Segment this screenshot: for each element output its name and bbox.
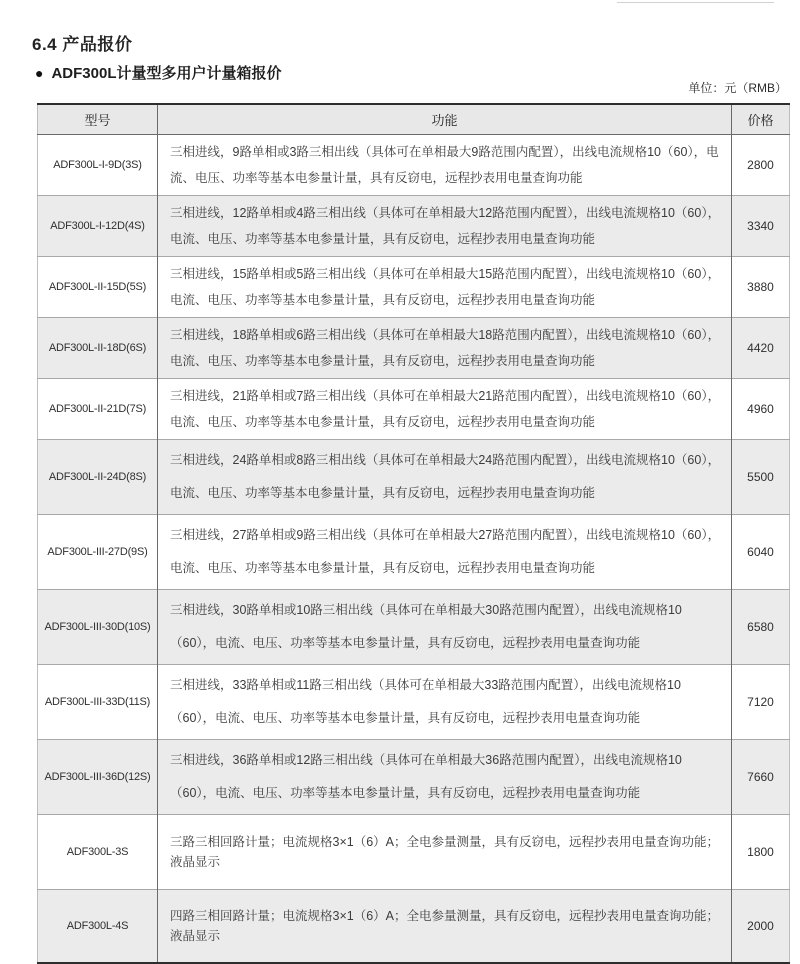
cell-price: 3340: [732, 195, 790, 256]
table-row: [38, 889, 790, 963]
bullet-icon: ●: [35, 64, 44, 81]
cell-model: ADF300L-4S: [38, 889, 158, 963]
table-row: [38, 256, 790, 317]
cell-model: ADF300L-III-27D(9S): [38, 514, 158, 589]
cell-price: 7660: [732, 739, 790, 814]
table-row: [38, 814, 790, 889]
cell-function: 三相进线，27路单相或9路三相出线（具体可在单相最大27路范围内配置），出线电流规格10（60），电流、电压、功率等基本电参量计量，具有反窃电，远程抄表用电量查询功能: [158, 514, 732, 589]
table-heading: ADF300L计量型多用户计量箱报价: [51, 65, 282, 82]
cell-function: 三相进线，33路单相或11路三相出线（具体可在单相最大33路范围内配置），出线电流规格10（60），电流、电压、功率等基本电参量计量，具有反窃电，远程抄表用电量查询功能: [158, 664, 732, 739]
cell-model: ADF300L-III-30D(10S): [38, 589, 158, 664]
cell-function: 三相进线，12路单相或4路三相出线（具体可在单相最大12路范围内配置），出线电流规格10（60），电流、电压、功率等基本电参量计量，具有反窃电，远程抄表用电量查询功能: [158, 195, 732, 256]
cell-function: 三相进线，24路单相或8路三相出线（具体可在单相最大24路范围内配置），出线电流规格10（60），电流、电压、功率等基本电参量计量，具有反窃电，远程抄表用电量查询功能: [158, 439, 732, 514]
table-row: [38, 378, 790, 439]
cell-price: 2800: [747, 157, 774, 172]
cell-price: 4960: [732, 378, 790, 439]
table-row: [38, 439, 790, 514]
cell-price: 5500: [732, 439, 790, 514]
table-row: [38, 134, 790, 195]
column-header-function: 功能: [158, 104, 732, 134]
column-header-model: 型号: [38, 104, 158, 134]
table-row: [38, 589, 790, 664]
cell-model: ADF300L-III-36D(12S): [38, 739, 158, 814]
section-title: 6.4 产品报价: [32, 35, 133, 54]
cell-function: 四路三相回路计量；电流规格3×1（6）A；全电参量测量，具有反窃电，远程抄表用电量查询功能；液晶显示: [158, 889, 732, 963]
table-row: [38, 514, 790, 589]
cell-function: 三相进线，9路单相或3路三相出线（具体可在单相最大9路范围内配置），出线电流规格10（60），电流、电压、功率等基本电参量计量，具有反窃电，远程抄表用电量查询功能: [158, 134, 732, 195]
cell-model: ADF300L-II-15D(5S): [38, 256, 158, 317]
table-row: [38, 664, 790, 739]
cell-model: ADF300L-II-18D(6S): [38, 317, 158, 378]
cell-model: ADF300L-3S: [38, 814, 158, 889]
cell-function: 三相进线，36路单相或12路三相出线（具体可在单相最大36路范围内配置），出线电流规格10（60），电流、电压、功率等基本电参量计量，具有反窃电，远程抄表用电量查询功能: [158, 739, 732, 814]
column-header-price: 价格: [732, 104, 790, 134]
cell-function: 三相进线，21路单相或7路三相出线（具体可在单相最大21路范围内配置），出线电流规格10（60），电流、电压、功率等基本电参量计量，具有反窃电，远程抄表用电量查询功能: [158, 378, 732, 439]
cell-price: 3880: [732, 256, 790, 317]
cell-function: 三相进线，30路单相或10路三相出线（具体可在单相最大30路范围内配置），出线电流规格10（60），电流、电压、功率等基本电参量计量，具有反窃电，远程抄表用电量查询功能: [158, 589, 732, 664]
cell-model: ADF300L-II-24D(8S): [38, 439, 158, 514]
cell-model: ADF300L-II-21D(7S): [38, 378, 158, 439]
cell-model: ADF300L-III-33D(11S): [38, 664, 158, 739]
cell-price: 1800: [732, 814, 790, 889]
cell-price: 2000: [732, 889, 790, 963]
table-row: [38, 317, 790, 378]
table-body: [38, 134, 790, 963]
table-header-row: [38, 104, 790, 134]
cell-function: 三相进线，18路单相或6路三相出线（具体可在单相最大18路范围内配置），出线电流规格10（60），电流、电压、功率等基本电参量计量，具有反窃电，远程抄表用电量查询功能: [158, 317, 732, 378]
cell-price: 7120: [732, 664, 790, 739]
cell-price: 6580: [732, 589, 790, 664]
table-row: [38, 739, 790, 814]
cell-price: 6040: [732, 514, 790, 589]
cell-price: 4420: [732, 317, 790, 378]
cell-model: ADF300L-I-12D(4S): [38, 195, 158, 256]
unit-label: 单位：元（RMB）: [688, 81, 787, 95]
table-row: [38, 195, 790, 256]
cell-function: 三相进线，15路单相或5路三相出线（具体可在单相最大15路范围内配置），出线电流规格10（60），电流、电压、功率等基本电参量计量，具有反窃电，远程抄表用电量查询功能: [158, 256, 732, 317]
price-table: [37, 103, 790, 964]
page-top-divider: [617, 2, 774, 3]
cell-function: 三路三相回路计量；电流规格3×1（6）A；全电参量测量，具有反窃电，远程抄表用电量查询功能；液晶显示: [158, 814, 732, 889]
cell-model: ADF300L-I-9D(3S): [38, 134, 158, 195]
